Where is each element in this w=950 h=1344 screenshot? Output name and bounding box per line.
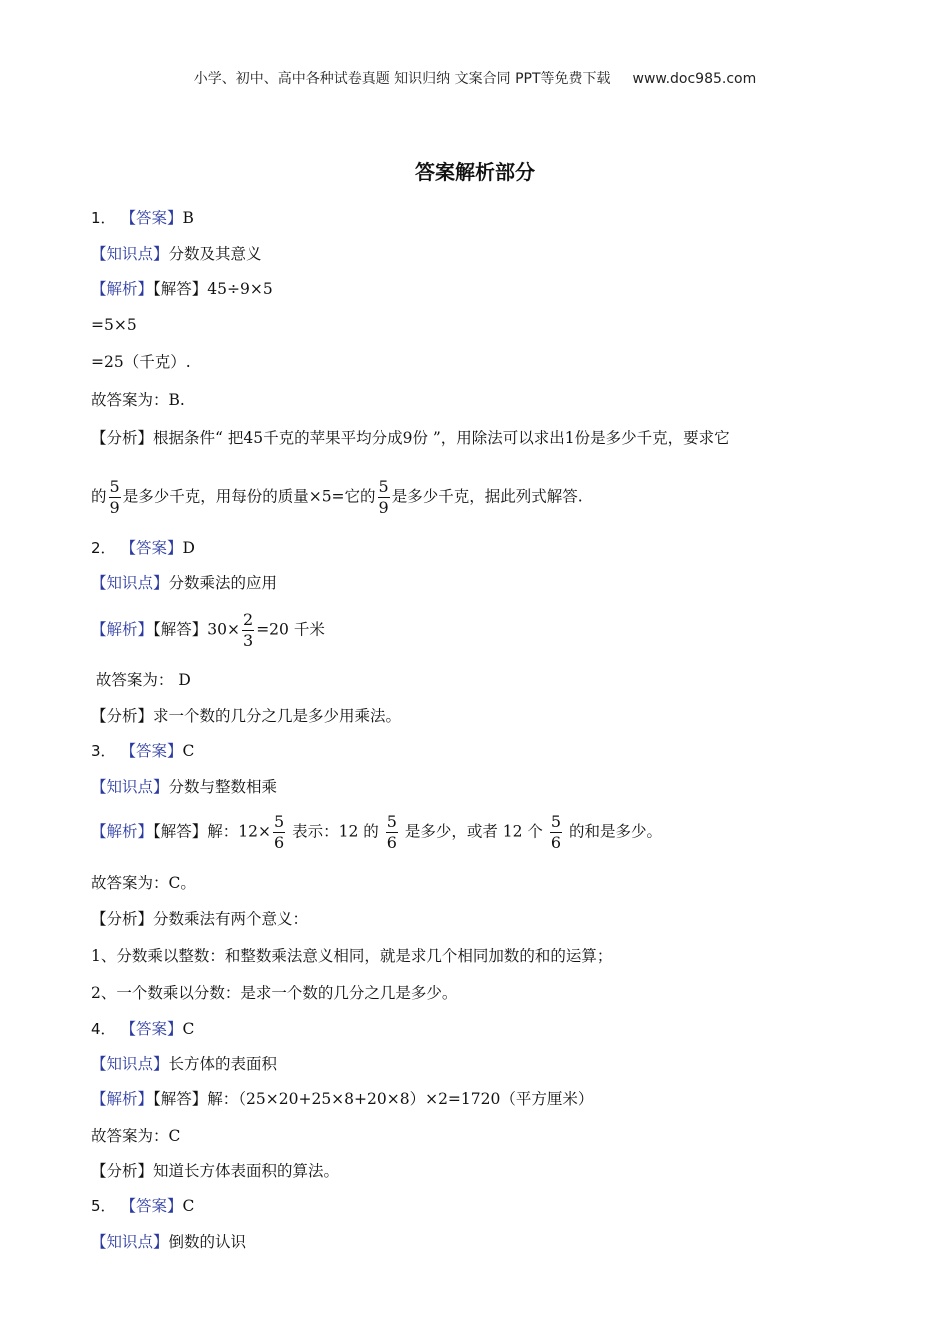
q4-answer: C bbox=[182, 1020, 195, 1038]
fraction-numerator: 5 bbox=[274, 812, 285, 831]
knowledge-label: 【知识点】 bbox=[91, 1233, 169, 1251]
fraction bbox=[242, 610, 254, 651]
fraction-denominator: 3 bbox=[243, 631, 254, 650]
q4-answer-line bbox=[91, 1018, 194, 1040]
q1-analysis2-part3: 是多少千克，据此列式解答. bbox=[391, 487, 583, 506]
q1-analysis-line1 bbox=[91, 427, 730, 449]
fraction-numerator: 5 bbox=[378, 477, 389, 496]
q1-analysis2-part2: 是多少千克，用每份的质量×5=它的 bbox=[122, 487, 376, 506]
q5-number: 5． bbox=[91, 1197, 116, 1215]
fraction bbox=[378, 477, 390, 518]
knowledge-label: 【知识点】 bbox=[91, 778, 169, 796]
q2-final: 故答案为： D bbox=[91, 671, 191, 689]
q2-knowledge: 分数乘法的应用 bbox=[168, 574, 278, 592]
q3-meaning1: 1、分数乘以整数：和整数乘法意义相同，就是求几个相同加数的和的运算； bbox=[91, 947, 613, 965]
q3-solve-part4: 的和是多少。 bbox=[564, 822, 662, 841]
analysis-label: 【分析】 bbox=[91, 707, 154, 725]
fraction-denominator: 9 bbox=[378, 498, 389, 517]
q4-analysis-line bbox=[91, 1160, 339, 1182]
q1-knowledge-line bbox=[91, 243, 262, 265]
q3-solve-part1: 解：12× bbox=[207, 822, 271, 841]
fraction-numerator: 2 bbox=[243, 610, 254, 629]
explain-label: 【解析】 bbox=[91, 620, 154, 639]
explain-label: 【解析】 bbox=[91, 1090, 154, 1108]
q1-analysis2-part1: 的 bbox=[91, 487, 107, 506]
solve-label: 【解答】 bbox=[153, 280, 208, 298]
explain-label: 【解析】 bbox=[91, 280, 154, 298]
q1-final: 故答案为：B. bbox=[91, 391, 185, 409]
q3-analysis: 分数乘法有两个意义： bbox=[153, 910, 309, 928]
explain-label: 【解析】 bbox=[91, 822, 154, 841]
fraction-numerator: 5 bbox=[109, 477, 120, 496]
fraction bbox=[550, 812, 562, 853]
q5-knowledge: 倒数的认识 bbox=[168, 1233, 247, 1251]
q3-meaning2: 2、一个数乘以分数：是求一个数的几分之几是多少。 bbox=[91, 984, 458, 1002]
q4-solve-line bbox=[91, 1088, 593, 1110]
analysis-label: 【分析】 bbox=[91, 429, 154, 447]
q5-answer: C bbox=[182, 1197, 195, 1215]
q3-number: 3． bbox=[91, 742, 116, 760]
q3-solve-part2: 表示：12 的 bbox=[287, 822, 384, 841]
q4-knowledge-line bbox=[91, 1053, 277, 1075]
q2-analysis-line bbox=[91, 705, 401, 727]
solve-label: 【解答】 bbox=[153, 1090, 208, 1108]
answer-label: 【答案】 bbox=[120, 1020, 183, 1038]
q2-solve-part1: 30× bbox=[207, 620, 240, 639]
header-site[interactable]: www.doc985.com bbox=[632, 71, 757, 87]
solve-label: 【解答】 bbox=[153, 620, 208, 639]
fraction bbox=[386, 812, 398, 853]
q1-analysis-line2 bbox=[91, 477, 583, 518]
answer-label: 【答案】 bbox=[120, 742, 183, 760]
q1-number: 1． bbox=[91, 209, 116, 227]
q2-solve-line bbox=[91, 610, 325, 651]
solve-label: 【解答】 bbox=[153, 822, 208, 841]
q4-number: 4． bbox=[91, 1020, 116, 1038]
q5-knowledge-line bbox=[91, 1231, 246, 1253]
page-header bbox=[0, 68, 950, 88]
analysis-label: 【分析】 bbox=[91, 910, 154, 928]
q2-answer-line bbox=[91, 537, 195, 559]
knowledge-label: 【知识点】 bbox=[91, 574, 169, 592]
answer-label: 【答案】 bbox=[120, 1197, 183, 1215]
fraction-denominator: 6 bbox=[550, 833, 562, 852]
q3-solve-line bbox=[91, 812, 662, 853]
header-text: 小学、初中、高中各种试卷真题 知识归纳 文案合同 PPT等免费下载 bbox=[193, 71, 611, 87]
q3-solve-part3: 是多少，或者 12 个 bbox=[399, 822, 548, 841]
fraction-numerator: 5 bbox=[386, 812, 397, 831]
q2-solve-part2: =20 千米 bbox=[256, 620, 325, 639]
q2-number: 2． bbox=[91, 539, 116, 557]
q3-analysis-line bbox=[91, 908, 308, 930]
q3-knowledge-line bbox=[91, 776, 277, 798]
q3-final: 故答案为：C。 bbox=[91, 874, 196, 892]
q3-answer-line bbox=[91, 740, 194, 762]
q2-answer: D bbox=[182, 539, 195, 557]
q1-step2: =25（千克）. bbox=[91, 353, 191, 371]
q2-knowledge-line bbox=[91, 572, 277, 594]
q2-analysis: 求一个数的几分之几是多少用乘法。 bbox=[153, 707, 402, 725]
answer-label: 【答案】 bbox=[120, 209, 183, 227]
q1-step1: =5×5 bbox=[91, 316, 137, 334]
q5-answer-line bbox=[91, 1195, 194, 1217]
q1-knowledge: 分数及其意义 bbox=[168, 245, 262, 263]
fraction bbox=[109, 477, 121, 518]
q4-analysis: 知道长方体表面积的算法。 bbox=[153, 1162, 340, 1180]
fraction bbox=[273, 812, 285, 853]
q4-knowledge: 长方体的表面积 bbox=[168, 1055, 278, 1073]
q3-knowledge: 分数与整数相乘 bbox=[168, 778, 278, 796]
fraction-denominator: 9 bbox=[109, 498, 120, 517]
q1-solve: 45÷9×5 bbox=[207, 280, 273, 298]
fraction-denominator: 6 bbox=[274, 833, 285, 852]
q4-solve: 解：（25×20+25×8+20×8）×2=1720（平方厘米） bbox=[207, 1090, 594, 1108]
fraction-denominator: 6 bbox=[386, 833, 397, 852]
fraction-numerator: 5 bbox=[550, 812, 562, 831]
q4-final: 故答案为：C bbox=[91, 1127, 181, 1145]
q1-answer-line bbox=[91, 207, 194, 229]
q1-solve-line bbox=[91, 278, 273, 300]
knowledge-label: 【知识点】 bbox=[91, 1055, 169, 1073]
answer-label: 【答案】 bbox=[120, 539, 183, 557]
knowledge-label: 【知识点】 bbox=[91, 245, 169, 263]
q1-analysis1: 根据条件“ 把45千克的苹果平均分成9份 ”，用除法可以求出1份是多少千克，要求它 bbox=[153, 429, 730, 447]
q1-answer: B bbox=[182, 209, 194, 227]
page-title: 答案解析部分 bbox=[415, 160, 535, 184]
analysis-label: 【分析】 bbox=[91, 1162, 154, 1180]
q3-answer: C bbox=[182, 742, 195, 760]
